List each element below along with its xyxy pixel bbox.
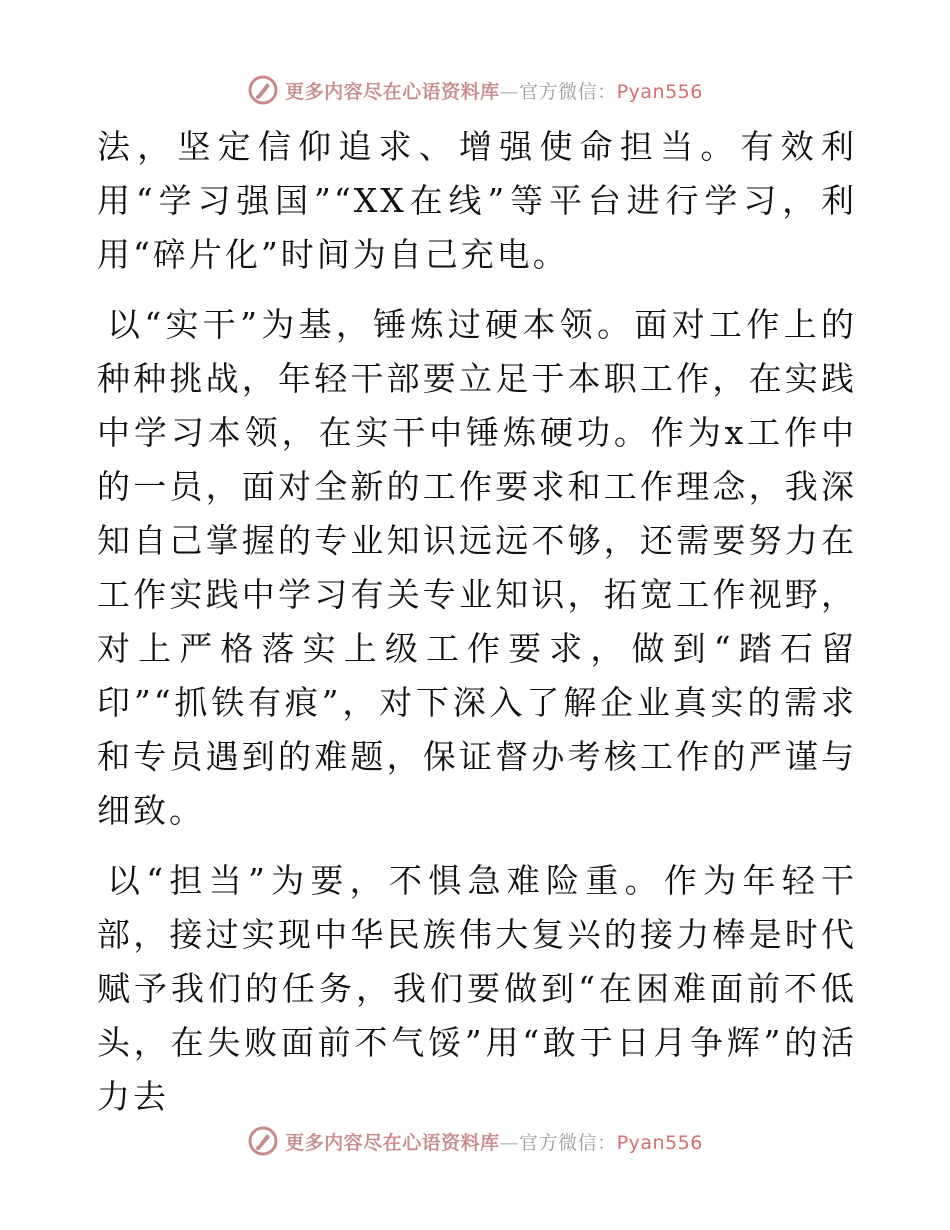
pen-nib-seal-icon (247, 74, 279, 106)
watermark-contact-id: Pyan556 (616, 1131, 703, 1154)
paragraph-continued: 法，坚定信仰追求、增强使命担当。有效利用“学习强国”“XX在线”等平台进行学习，利用“碎片化”时间为自己充电。 (97, 127, 857, 274)
watermark-contact-id: Pyan556 (616, 80, 703, 103)
document-body (97, 120, 857, 1140)
paragraph-dandang: 以“担当”为要，不惧急难险重。作为年轻干部，接过实现中华民族伟大复兴的接力棒是时代赋予我们的任务，我们要做到“在困难面前不低头，在失败面前不气馁”用“敢于日月争辉”的活力去 (97, 861, 857, 1116)
watermark-contact-label: 官方微信： (519, 80, 617, 103)
footer-watermark (0, 1121, 950, 1161)
watermark-contact-label: 官方微信： (519, 1131, 617, 1154)
header-watermark (0, 70, 950, 110)
watermark-separator: — (499, 80, 520, 103)
pen-nib-seal-icon (247, 1125, 279, 1157)
watermark-text (285, 77, 703, 104)
watermark-brand: 更多内容尽在心语资料库 (285, 80, 500, 103)
paragraph-shigan: 以“实干”为基，锤炼过硬本领。面对工作上的种种挑战，年轻干部要立足于本职工作，在实践中学习本领，在实干中锤炼硬功。作为x工作中的一员，面对全新的工作要求和工作理念，我深知自己掌握的专业知识远远不够，还需要努力在工作实践中学习有关专业知识，拓宽工作视野，对上严格落实上级工作要求，做到“踏石留印”“抓铁有痕”，对下深入了解企业真实的需求和专员遇到的难题，保证督办考核工作的严谨与细致。 (97, 305, 857, 830)
watermark-brand: 更多内容尽在心语资料库 (285, 1131, 500, 1154)
watermark-separator: — (499, 1131, 520, 1154)
watermark-text (285, 1128, 703, 1155)
